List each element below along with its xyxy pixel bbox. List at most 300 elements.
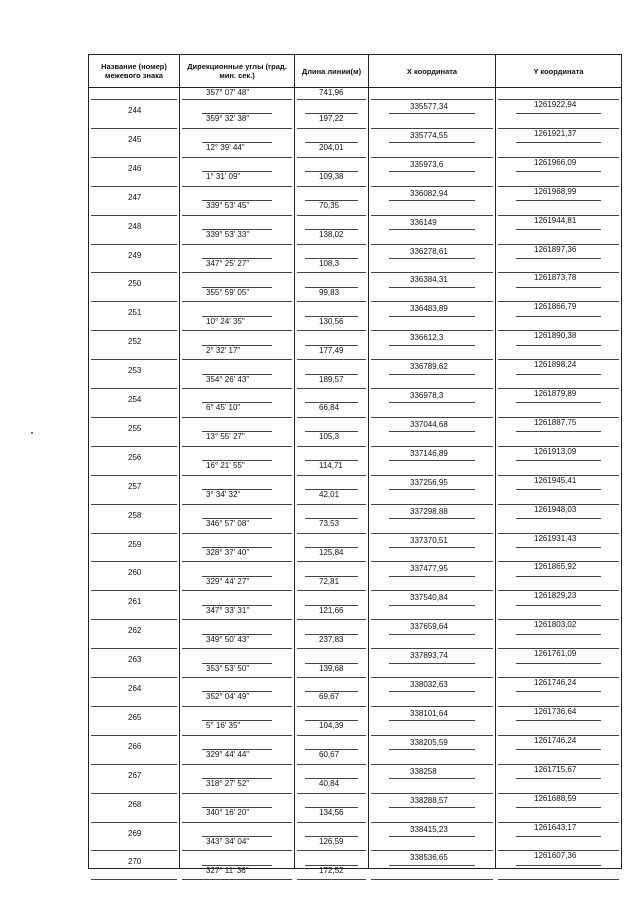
y-coordinate: 1261922,94 bbox=[534, 100, 577, 109]
coord-underline bbox=[516, 402, 601, 403]
row-separator bbox=[297, 735, 366, 736]
row-separator bbox=[297, 301, 366, 302]
coord-underline bbox=[516, 720, 601, 721]
y-coordinate: 1261761,09 bbox=[534, 649, 577, 659]
y-coordinate: 1261866,79 bbox=[534, 302, 577, 312]
row-separator bbox=[91, 330, 177, 331]
y-coordinate: 1261829,23 bbox=[534, 591, 577, 601]
coord-underline bbox=[516, 836, 601, 837]
row-separator bbox=[182, 793, 292, 794]
y-coordinate: 1261879,89 bbox=[534, 389, 577, 398]
point-name: 264 bbox=[128, 684, 142, 693]
point-name: 252 bbox=[128, 337, 142, 347]
row-separator bbox=[182, 619, 292, 620]
row-separator bbox=[297, 99, 366, 100]
row-separator bbox=[371, 561, 493, 562]
row-separator bbox=[297, 706, 366, 707]
point-name: 269 bbox=[128, 828, 142, 838]
coord-underline bbox=[389, 142, 475, 143]
row-separator bbox=[91, 475, 177, 476]
row-separator bbox=[91, 215, 177, 216]
row-separator bbox=[371, 186, 493, 187]
line-length: 130,56 bbox=[319, 316, 344, 326]
row-separator bbox=[371, 475, 493, 476]
x-coordinate: 337659,64 bbox=[410, 622, 448, 632]
y-coordinate: 1261931,43 bbox=[534, 533, 577, 543]
x-coordinate: 336978,3 bbox=[410, 391, 444, 400]
point-name: 270 bbox=[128, 857, 142, 867]
coord-underline bbox=[389, 865, 475, 866]
row-separator bbox=[91, 677, 177, 678]
line-length: 104,39 bbox=[319, 721, 344, 731]
point-name: 257 bbox=[128, 481, 142, 491]
x-coordinate: 337256,95 bbox=[410, 477, 448, 487]
coord-underline bbox=[516, 229, 601, 230]
row-separator bbox=[91, 533, 177, 534]
y-coordinate: 1261921,37 bbox=[534, 128, 577, 138]
direction-angle: 346° 57' 08" bbox=[206, 519, 250, 529]
row-separator bbox=[371, 793, 493, 794]
y-coordinate: 1261968,99 bbox=[534, 186, 577, 196]
row-separator bbox=[91, 793, 177, 794]
row-separator bbox=[297, 850, 366, 851]
line-length: 125,84 bbox=[319, 547, 344, 557]
coord-underline bbox=[516, 287, 601, 288]
row-separator bbox=[182, 388, 292, 389]
line-length: 42,01 bbox=[319, 490, 340, 500]
direction-angle: 339° 53' 45" bbox=[206, 201, 250, 211]
row-separator bbox=[91, 301, 177, 302]
row-separator bbox=[297, 533, 366, 534]
y-coordinate: 1261945,41 bbox=[534, 475, 577, 485]
x-coordinate: 338032,63 bbox=[410, 680, 448, 689]
line-length: 741,96 bbox=[319, 88, 344, 97]
x-coordinate: 336789,62 bbox=[410, 362, 448, 372]
row-separator bbox=[91, 417, 177, 418]
direction-angle: 347° 33' 31" bbox=[206, 605, 250, 615]
point-name: 256 bbox=[128, 452, 142, 462]
y-coordinate: 1261643,17 bbox=[534, 822, 577, 832]
coord-underline bbox=[516, 460, 601, 461]
x-coordinate: 335577,34 bbox=[410, 102, 448, 111]
direction-angle: 352° 04' 49" bbox=[206, 692, 250, 702]
direction-angle: 339° 53' 33" bbox=[206, 230, 250, 240]
line-length: 121,66 bbox=[319, 605, 344, 615]
row-separator bbox=[91, 648, 177, 649]
row-separator bbox=[182, 533, 292, 534]
point-name: 253 bbox=[128, 366, 142, 376]
line-length: 189,57 bbox=[319, 374, 344, 384]
row-separator bbox=[182, 128, 292, 129]
row-separator bbox=[371, 764, 493, 765]
row-separator bbox=[91, 504, 177, 505]
coord-underline bbox=[389, 200, 475, 201]
point-name: 250 bbox=[128, 279, 142, 289]
y-coordinate: 1261688,59 bbox=[534, 793, 577, 803]
row-separator bbox=[371, 822, 493, 823]
line-length: 60,67 bbox=[319, 750, 340, 760]
line-length: 66,84 bbox=[319, 403, 340, 413]
coord-underline bbox=[389, 547, 475, 548]
coord-underline bbox=[516, 200, 601, 201]
point-name: 245 bbox=[128, 134, 142, 144]
coord-underline bbox=[389, 605, 475, 606]
line-length: 139,68 bbox=[319, 663, 344, 673]
coord-underline bbox=[516, 865, 601, 866]
coord-underline bbox=[389, 489, 475, 490]
x-coordinate: 338536,65 bbox=[410, 853, 448, 863]
row-separator bbox=[182, 475, 292, 476]
row-separator bbox=[371, 157, 493, 158]
row-separator bbox=[297, 359, 366, 360]
coord-underline bbox=[389, 113, 475, 114]
x-coordinate: 336278,61 bbox=[410, 246, 448, 256]
row-separator bbox=[371, 619, 493, 620]
row-separator bbox=[297, 417, 366, 418]
coord-underline bbox=[516, 142, 601, 143]
direction-angle: 359° 32' 38" bbox=[206, 114, 250, 124]
row-separator bbox=[297, 793, 366, 794]
row-separator bbox=[182, 301, 292, 302]
row-separator bbox=[182, 504, 292, 505]
header-x-coordinate: X координата bbox=[406, 66, 458, 76]
direction-angle: 3° 34' 32" bbox=[206, 490, 241, 500]
row-separator bbox=[297, 561, 366, 562]
direction-angle: 354° 26' 43" bbox=[206, 374, 250, 384]
point-name: 246 bbox=[128, 163, 142, 173]
row-separator bbox=[91, 272, 177, 273]
y-coordinate: 1261715,67 bbox=[534, 764, 577, 774]
direction-angle: 12° 39' 44" bbox=[206, 143, 245, 153]
line-length: 134,56 bbox=[319, 808, 344, 818]
point-name: 266 bbox=[128, 741, 142, 751]
x-coordinate: 338258 bbox=[410, 766, 437, 776]
point-name: 261 bbox=[128, 597, 142, 607]
x-coordinate: 337146,89 bbox=[410, 448, 448, 458]
y-coordinate: 1261948,03 bbox=[534, 504, 577, 514]
boundary-coordinates-table bbox=[88, 54, 622, 875]
coord-underline bbox=[389, 576, 475, 577]
direction-angle: 353° 53' 50" bbox=[206, 663, 250, 673]
coord-underline bbox=[516, 113, 601, 114]
y-coordinate: 1261966,09 bbox=[534, 157, 577, 167]
line-length: 197,22 bbox=[319, 114, 344, 124]
line-length: 69,67 bbox=[319, 692, 340, 702]
row-separator bbox=[297, 244, 366, 245]
row-separator bbox=[91, 619, 177, 620]
table-body bbox=[89, 87, 621, 875]
direction-angle: 357° 07' 48" bbox=[206, 88, 250, 97]
coord-underline bbox=[516, 634, 601, 635]
direction-angle: 16° 21' 55" bbox=[206, 461, 245, 471]
row-separator bbox=[297, 879, 366, 880]
point-name: 260 bbox=[128, 568, 142, 578]
row-separator bbox=[91, 244, 177, 245]
table-header bbox=[89, 55, 621, 87]
row-separator bbox=[91, 764, 177, 765]
direction-angle: 349° 50' 43" bbox=[206, 634, 250, 644]
direction-angle: 328° 37' 40" bbox=[206, 547, 250, 557]
coord-underline bbox=[389, 720, 475, 721]
x-coordinate: 338288,57 bbox=[410, 795, 448, 805]
y-coordinate: 1261890,38 bbox=[534, 331, 577, 341]
line-length: 72,81 bbox=[319, 576, 340, 586]
row-separator bbox=[182, 446, 292, 447]
row-separator bbox=[297, 388, 366, 389]
row-separator bbox=[371, 446, 493, 447]
row-separator bbox=[91, 157, 177, 158]
point-name: 265 bbox=[128, 712, 142, 722]
x-coordinate: 336612,3 bbox=[410, 333, 444, 343]
point-name: 263 bbox=[128, 655, 142, 665]
row-separator bbox=[182, 157, 292, 158]
row-separator bbox=[91, 822, 177, 823]
coord-underline bbox=[389, 431, 475, 432]
row-separator bbox=[182, 359, 292, 360]
row-separator bbox=[297, 215, 366, 216]
y-coordinate: 1261736,64 bbox=[534, 706, 577, 716]
row-separator bbox=[91, 186, 177, 187]
row-separator bbox=[371, 99, 493, 100]
direction-angle: 340° 16' 20" bbox=[206, 808, 250, 818]
row-separator bbox=[371, 879, 493, 880]
line-length: 172,52 bbox=[319, 865, 344, 875]
x-coordinate: 336384,31 bbox=[410, 275, 448, 285]
row-separator bbox=[91, 128, 177, 129]
point-name: 259 bbox=[128, 539, 142, 549]
point-name: 251 bbox=[128, 308, 142, 318]
row-separator bbox=[182, 561, 292, 562]
coord-underline bbox=[389, 518, 475, 519]
row-separator bbox=[91, 359, 177, 360]
coord-underline bbox=[389, 460, 475, 461]
row-separator bbox=[91, 99, 177, 100]
direction-angle: 329° 44' 44" bbox=[206, 750, 250, 760]
y-coordinate: 1261873,78 bbox=[534, 273, 577, 283]
line-length: 70,35 bbox=[319, 201, 340, 211]
direction-angle: 10° 24' 35" bbox=[206, 316, 245, 326]
row-separator bbox=[182, 735, 292, 736]
header-y-coordinate: Y координата bbox=[533, 66, 584, 76]
point-name: 255 bbox=[128, 423, 142, 433]
row-separator bbox=[371, 330, 493, 331]
point-name: 254 bbox=[128, 395, 142, 404]
direction-angle: 327° 11' 36" bbox=[206, 865, 249, 875]
line-length: 73,53 bbox=[319, 519, 340, 529]
coord-underline bbox=[516, 518, 601, 519]
scan-speck bbox=[31, 432, 33, 434]
x-coordinate: 337044,68 bbox=[410, 419, 448, 429]
y-coordinate: 1261898,24 bbox=[534, 360, 577, 370]
x-coordinate: 337540,84 bbox=[410, 593, 448, 603]
coord-underline bbox=[389, 171, 475, 172]
line-length: 114,71 bbox=[319, 461, 343, 471]
point-name: 249 bbox=[128, 250, 142, 260]
direction-angle: 13° 55' 27" bbox=[206, 432, 245, 442]
header-point-name: Название (номер) межевого знака bbox=[101, 62, 167, 80]
x-coordinate: 337370,51 bbox=[410, 535, 448, 545]
point-name: 248 bbox=[128, 221, 142, 231]
row-separator bbox=[297, 764, 366, 765]
x-coordinate: 335774,55 bbox=[410, 130, 448, 140]
coord-underline bbox=[389, 807, 475, 808]
x-coordinate: 336149 bbox=[410, 217, 437, 227]
coord-underline bbox=[516, 316, 601, 317]
y-coordinate: 1261746,24 bbox=[534, 735, 577, 745]
y-coordinate: 1261913,09 bbox=[534, 446, 577, 456]
row-separator bbox=[297, 677, 366, 678]
x-coordinate: 337298,88 bbox=[410, 506, 448, 516]
row-separator bbox=[91, 879, 177, 880]
line-length: 105,3 bbox=[319, 432, 340, 442]
row-separator bbox=[91, 446, 177, 447]
coord-underline bbox=[389, 402, 475, 403]
x-coordinate: 335973,6 bbox=[410, 159, 444, 169]
row-separator bbox=[371, 128, 493, 129]
direction-angle: 329° 44' 27" bbox=[206, 576, 250, 586]
row-separator bbox=[371, 850, 493, 851]
row-separator bbox=[182, 330, 292, 331]
row-separator bbox=[297, 648, 366, 649]
row-separator bbox=[371, 388, 493, 389]
row-separator bbox=[371, 301, 493, 302]
direction-angle: 355° 59' 05" bbox=[206, 287, 250, 297]
coord-underline bbox=[389, 345, 475, 346]
coord-underline bbox=[516, 605, 601, 606]
direction-angle: 5° 16' 35" bbox=[206, 721, 241, 731]
x-coordinate: 337893,74 bbox=[410, 651, 448, 661]
row-separator bbox=[371, 272, 493, 273]
row-separator bbox=[297, 186, 366, 187]
row-separator bbox=[91, 388, 177, 389]
coord-underline bbox=[516, 778, 601, 779]
row-separator bbox=[91, 590, 177, 591]
line-length: 99,83 bbox=[319, 287, 340, 297]
coord-underline bbox=[516, 547, 601, 548]
coord-underline bbox=[389, 663, 475, 664]
row-separator bbox=[371, 359, 493, 360]
line-length: 204,01 bbox=[319, 143, 344, 153]
row-separator bbox=[182, 879, 292, 880]
line-length: 177,49 bbox=[319, 345, 344, 355]
coord-underline bbox=[389, 229, 475, 230]
row-separator bbox=[182, 186, 292, 187]
row-separator bbox=[182, 822, 292, 823]
row-separator bbox=[182, 215, 292, 216]
y-coordinate: 1261944,81 bbox=[534, 215, 577, 225]
row-separator bbox=[182, 764, 292, 765]
point-name: 262 bbox=[128, 626, 142, 636]
row-separator bbox=[297, 330, 366, 331]
direction-angle: 343° 34' 04" bbox=[206, 836, 250, 846]
row-separator bbox=[297, 272, 366, 273]
row-separator bbox=[182, 244, 292, 245]
line-length: 138,02 bbox=[319, 230, 344, 240]
row-separator bbox=[91, 850, 177, 851]
row-separator bbox=[371, 735, 493, 736]
x-coordinate: 337477,95 bbox=[410, 564, 448, 574]
header-line-length: Длина линии(м) bbox=[301, 66, 362, 76]
row-separator bbox=[371, 215, 493, 216]
x-coordinate: 336082,94 bbox=[410, 188, 448, 198]
line-length: 237,83 bbox=[319, 634, 344, 644]
coord-underline bbox=[516, 489, 601, 490]
coord-underline bbox=[389, 287, 475, 288]
point-name: 267 bbox=[128, 770, 142, 780]
coord-underline bbox=[389, 374, 475, 375]
point-name: 258 bbox=[128, 510, 142, 520]
row-separator bbox=[297, 504, 366, 505]
row-separator bbox=[371, 677, 493, 678]
coord-underline bbox=[389, 316, 475, 317]
direction-angle: 347° 25' 27" bbox=[206, 258, 250, 268]
coord-underline bbox=[389, 634, 475, 635]
row-separator bbox=[371, 417, 493, 418]
direction-angle: 6° 45' 10" bbox=[206, 403, 241, 413]
direction-angle: 2° 32' 17" bbox=[206, 345, 241, 355]
y-coordinate: 1261897,36 bbox=[534, 244, 577, 254]
coord-underline bbox=[516, 431, 601, 432]
row-separator bbox=[297, 157, 366, 158]
row-separator bbox=[182, 706, 292, 707]
y-coordinate: 1261607,36 bbox=[534, 851, 577, 861]
row-separator bbox=[297, 822, 366, 823]
line-length: 40,84 bbox=[319, 779, 340, 789]
coord-underline bbox=[389, 691, 475, 692]
row-separator bbox=[371, 244, 493, 245]
point-name: 268 bbox=[128, 799, 142, 809]
coord-underline bbox=[516, 576, 601, 577]
row-separator bbox=[371, 706, 493, 707]
row-separator bbox=[297, 590, 366, 591]
line-length: 108,3 bbox=[319, 258, 340, 268]
y-coordinate: 1261887,75 bbox=[534, 417, 577, 427]
y-coordinate: 1261865,92 bbox=[534, 562, 577, 572]
row-separator bbox=[297, 128, 366, 129]
coord-underline bbox=[516, 691, 601, 692]
row-separator bbox=[182, 677, 292, 678]
y-coordinate: 1261746,24 bbox=[534, 678, 577, 687]
direction-angle: 318° 27' 52" bbox=[206, 779, 250, 789]
row-separator bbox=[297, 475, 366, 476]
row-separator bbox=[498, 879, 619, 880]
coord-underline bbox=[516, 807, 601, 808]
line-length: 126,59 bbox=[319, 836, 344, 846]
coord-underline bbox=[516, 749, 601, 750]
coord-underline bbox=[389, 778, 475, 779]
x-coordinate: 338205,59 bbox=[410, 737, 448, 747]
row-separator bbox=[182, 272, 292, 273]
row-separator bbox=[182, 99, 292, 100]
row-separator bbox=[91, 735, 177, 736]
coord-underline bbox=[516, 374, 601, 375]
row-separator bbox=[297, 446, 366, 447]
row-separator bbox=[91, 706, 177, 707]
x-coordinate: 338101,64 bbox=[410, 708, 448, 718]
coord-underline bbox=[389, 836, 475, 837]
row-separator bbox=[182, 590, 292, 591]
coord-underline bbox=[389, 258, 475, 259]
x-coordinate: 338415,23 bbox=[410, 824, 448, 834]
row-separator bbox=[371, 533, 493, 534]
row-separator bbox=[91, 561, 177, 562]
direction-angle: 1° 31' 09" bbox=[206, 172, 241, 182]
point-name: 247 bbox=[128, 192, 142, 202]
row-separator bbox=[371, 504, 493, 505]
coord-underline bbox=[516, 171, 601, 172]
header-direction-angles: Дирекционные углы (град. мин. сек.) bbox=[187, 62, 287, 80]
row-separator bbox=[182, 417, 292, 418]
